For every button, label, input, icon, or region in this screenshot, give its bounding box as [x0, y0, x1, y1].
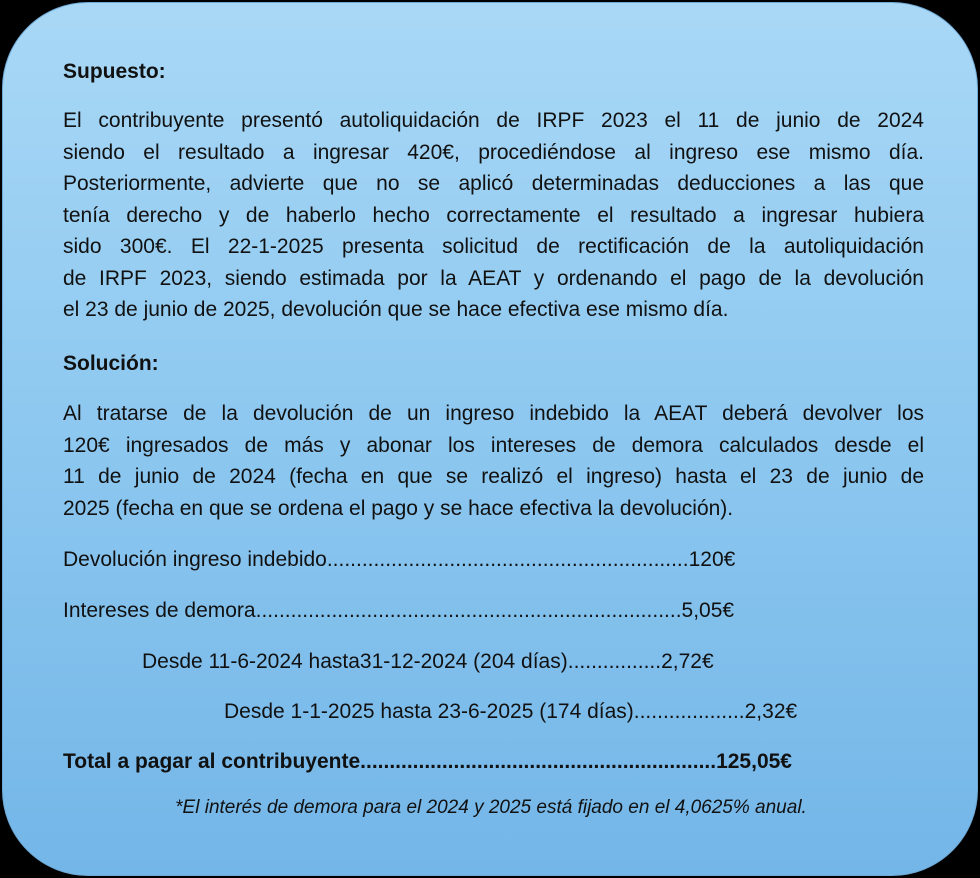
solucion-line: 11 de junio de 2024 (fecha en que se realizó el ingreso) hasta el 23 de junio de	[63, 465, 924, 488]
total-line: Total a pagar al contribuyente.............................................................125,05€	[63, 750, 792, 773]
solucion-line: 120€ ingresados de más y abonar los intereses de demora calculados desde el	[63, 433, 924, 457]
devolucion-line: Devolución ingreso indebido..............................................................120€	[63, 548, 736, 571]
solucion-paragraph	[63, 398, 924, 524]
supuesto-paragraph	[63, 105, 924, 326]
case-card	[2, 2, 978, 876]
solucion-heading: Solución:	[63, 352, 159, 375]
supuesto-line: tenía derecho y de haberlo hecho correctamente el resultado a ingresar hubiera	[63, 203, 924, 227]
supuesto-heading: Supuesto:	[63, 60, 166, 83]
supuesto-line: siendo el resultado a ingresar 420€, procediéndose al ingreso ese mismo día.	[63, 140, 924, 164]
interest-rate-note: *El interés de demora para el 2024 y 2025 está fijado en el 4,0625% anual.	[175, 797, 807, 818]
supuesto-line: El contribuyente presentó autoliquidación de IRPF 2023 el 11 de junio de 2024	[63, 109, 924, 132]
intereses-line: Intereses de demora.........................................................................5,05€	[63, 599, 735, 622]
solucion-line: 2025 (fecha en que se ordena el pago y se hace efectiva la devolución).	[63, 496, 734, 520]
supuesto-line: Posteriormente, advierte que no se aplicó determinadas deducciones a las que	[63, 172, 924, 195]
tramo-2024-line: Desde 11-6-2024 hasta31-12-2024 (204 días)................2,72€	[142, 650, 714, 673]
supuesto-line: el 23 de junio de 2025, devolución que se hace efectiva ese mismo día.	[63, 298, 729, 321]
supuesto-line: de IRPF 2023, siendo estimada por la AEAT y ordenando el pago de la devolución	[63, 266, 924, 290]
solucion-line: Al tratarse de la devolución de un ingreso indebido la AEAT deberá devolver los	[63, 402, 924, 425]
supuesto-line: sido 300€. El 22-1-2025 presenta solicitud de rectificación de la autoliquidación	[63, 235, 924, 258]
tramo-2025-line: Desde 1-1-2025 hasta 23-6-2025 (174 días)...................2,32€	[224, 700, 798, 723]
